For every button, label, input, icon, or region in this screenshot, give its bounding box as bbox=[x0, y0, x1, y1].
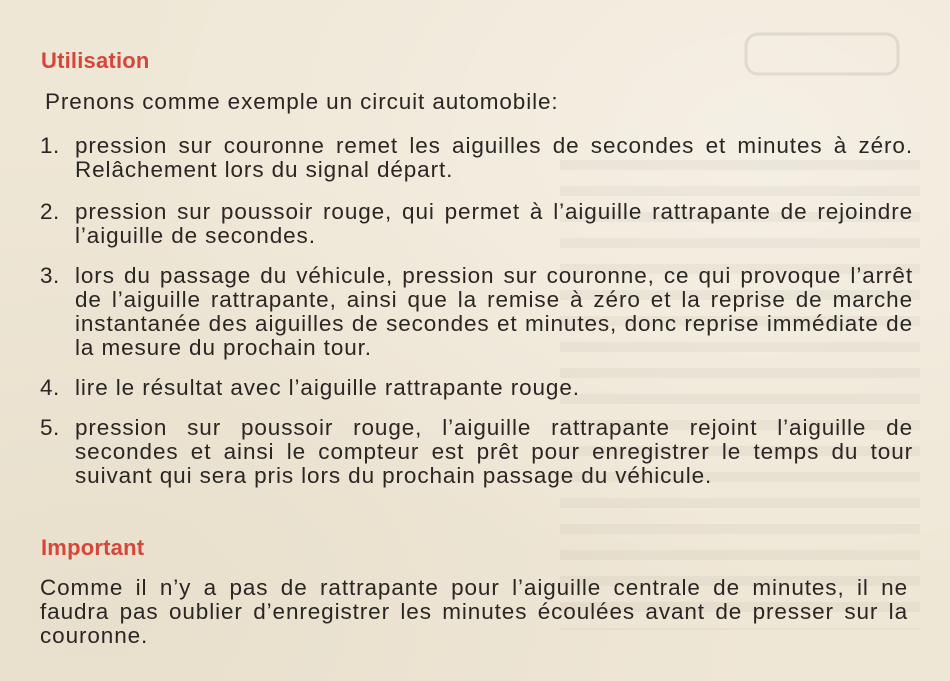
section-heading-important: Important bbox=[41, 535, 145, 560]
list-item-number: 3. bbox=[40, 263, 60, 288]
list-item-text: pression sur poussoir rouge, qui permet à l’aiguille rattrapante de rejoindre l’aiguille de secondes. bbox=[75, 199, 913, 248]
list-item-text: lire le résultat avec l’aiguille rattrapante rouge. bbox=[75, 375, 580, 400]
important-paragraph: Comme il n’y a pas de rattrapante pour l’aiguille centrale de minutes, il ne faudra pas oublier d’enregistrer les minutes écoulées avant de presser sur la couronne. bbox=[40, 575, 908, 648]
list-item-number: 1. bbox=[40, 133, 60, 158]
list-item-text: pression sur poussoir rouge, l’aiguille rattrapante rejoint l’aiguille de secondes et ainsi le compteur est prêt pour enregistrer le temps du tour suivant qui sera pris lors du prochain passage du véhicule. bbox=[75, 415, 913, 488]
section-heading-utilisation: Utilisation bbox=[41, 48, 150, 73]
list-item-number: 2. bbox=[40, 199, 60, 224]
list-item-text: lors du passage du véhicule, pression sur couronne, ce qui provoque l’arrêt de l’aiguille rattrapante, ainsi que la remise à zéro et la reprise de marche instantanée des aiguilles de secondes et minutes, donc reprise immédiate de la mesure du prochain tour. bbox=[75, 263, 913, 360]
list-item-text: pression sur couronne remet les aiguilles de secondes et minutes à zéro. Relâchement lors du signal départ. bbox=[75, 133, 913, 182]
list-item-number: 4. bbox=[40, 375, 60, 400]
intro-text: Prenons comme exemple un circuit automobile: bbox=[45, 89, 559, 114]
list-item-number: 5. bbox=[40, 415, 60, 440]
show-through-logo-watermark bbox=[742, 30, 902, 78]
